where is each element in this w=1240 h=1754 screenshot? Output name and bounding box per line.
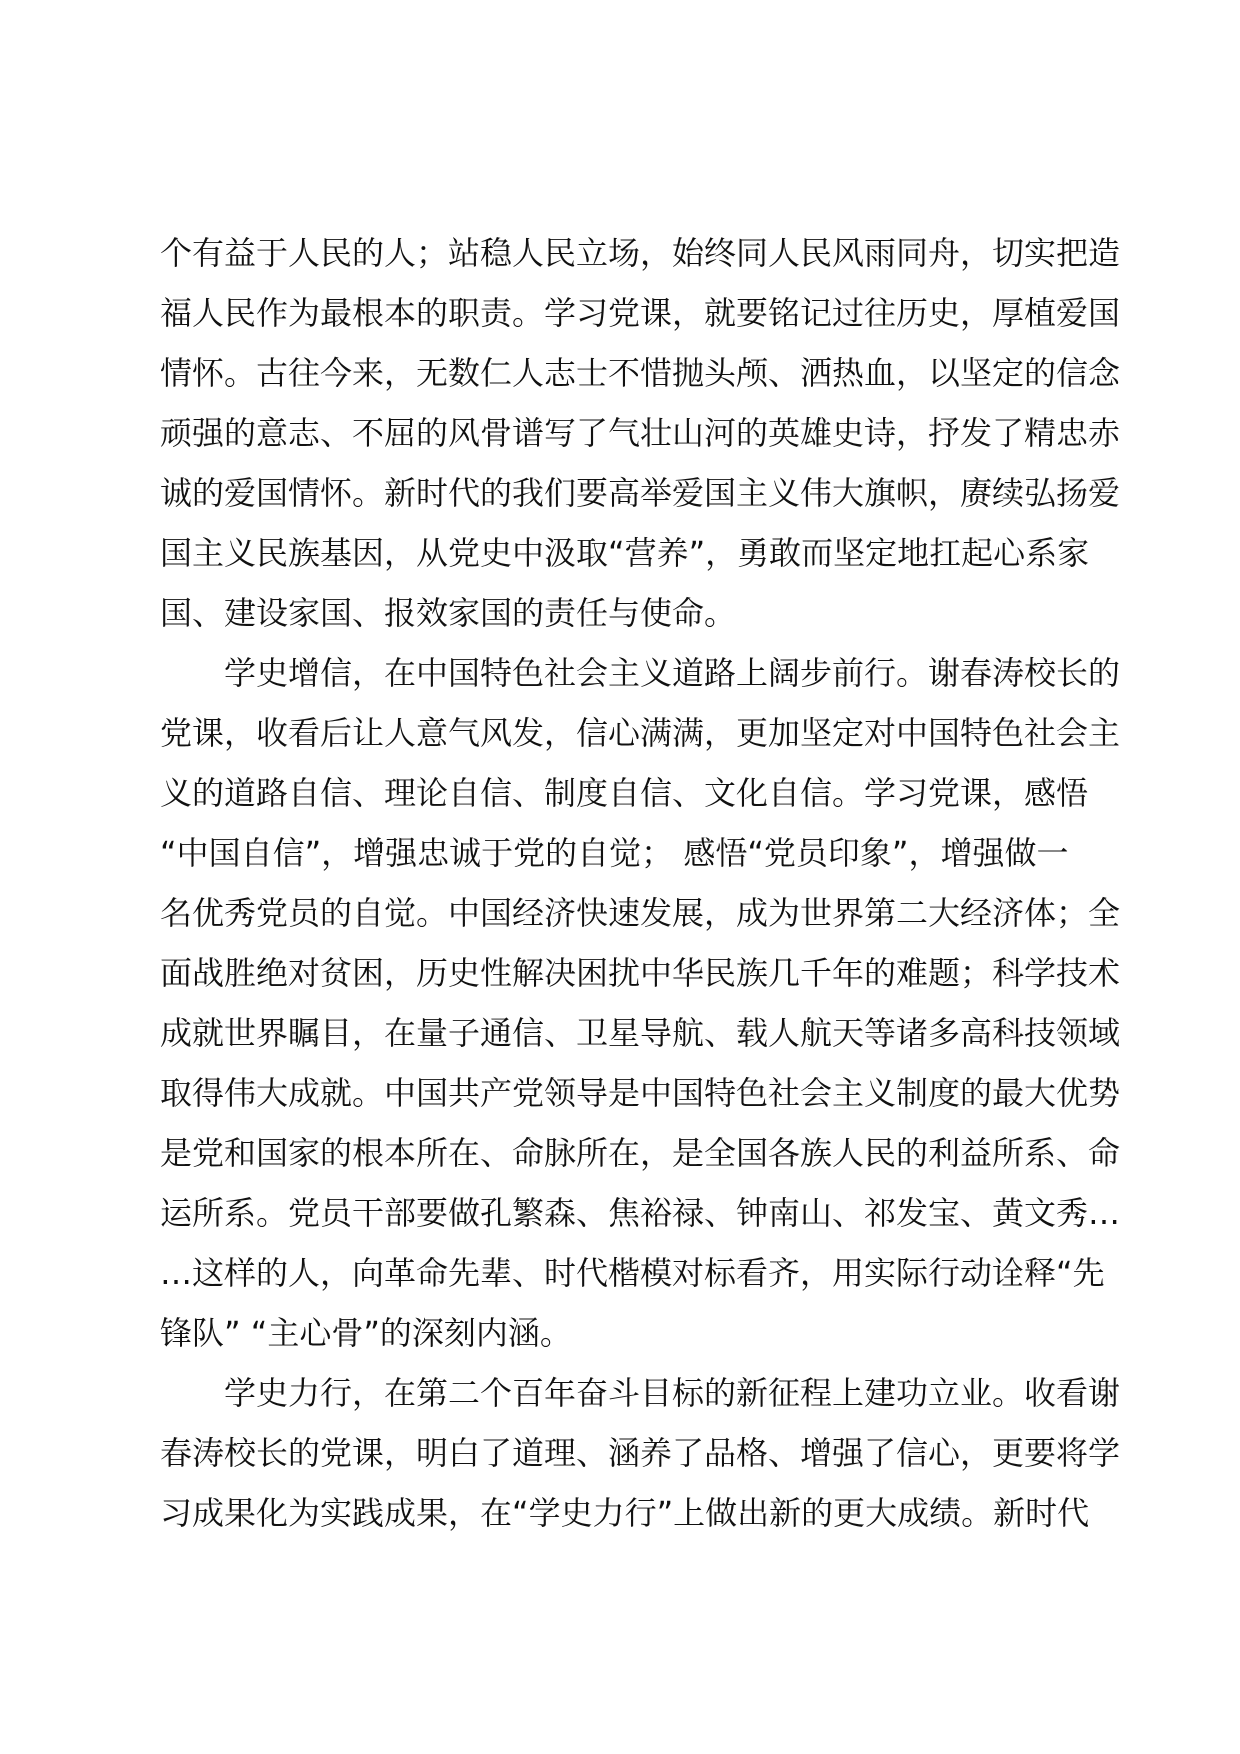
text-line: 锋队” “主心骨”的深刻内涵。 (160, 1314, 572, 1352)
text-line: 是党和国家的根本所在、命脉所在，是全国各族人民的利益所系、命 (160, 1134, 1121, 1172)
text-line: 个有益于人民的人；站稳人民立场，始终同人民风雨同舟，切实把造 (160, 234, 1121, 272)
text-line: 运所系。党员干部要做孔繁森、焦裕禄、钟南山、祁发宝、黄文秀… (160, 1194, 1121, 1232)
text-line: 习成果化为实践成果，在“学史力行”上做出新的更大成绩。新时代 (160, 1494, 1090, 1532)
text-line: 学史力行，在第二个百年奋斗目标的新征程上建功立业。收看谢 (160, 1374, 1121, 1412)
text-line: 取得伟大成就。中国共产党领导是中国特色社会主义制度的最大优势 (160, 1074, 1121, 1112)
text-line: 成就世界瞩目，在量子通信、卫星导航、载人航天等诸多高科技领域 (160, 1014, 1121, 1052)
text-line: 学史增信，在中国特色社会主义道路上阔步前行。谢春涛校长的 (160, 654, 1121, 692)
text-line: 面战胜绝对贫困，历史性解决困扰中华民族几千年的难题；科学技术 (160, 954, 1121, 992)
text-line: 诚的爱国情怀。新时代的我们要高举爱国主义伟大旗帜，赓续弘扬爱 (160, 474, 1121, 512)
text-line: 春涛校长的党课，明白了道理、涵养了品格、增强了信心，更要将学 (160, 1434, 1121, 1472)
body-text (160, 223, 1121, 1543)
text-line: 国、建设家国、报效家国的责任与使命。 (160, 594, 737, 632)
text-line: 党课，收看后让人意气风发，信心满满，更加坚定对中国特色社会主 (160, 714, 1121, 752)
text-line: 义的道路自信、理论自信、制度自信、文化自信。学习党课，感悟 (160, 774, 1089, 812)
text-line: 顽强的意志、不屈的风骨谱写了气壮山河的英雄史诗，抒发了精忠赤 (160, 414, 1121, 452)
text-line: 情怀。古往今来，无数仁人志士不惜抛头颅、洒热血，以坚定的信念 (160, 354, 1121, 392)
text-line: 名优秀党员的自觉。中国经济快速发展，成为世界第二大经济体；全 (160, 894, 1121, 932)
text-line: …这样的人，向革命先辈、时代楷模对标看齐，用实际行动诠释“先 (160, 1254, 1105, 1292)
text-line: 国主义民族基因，从党史中汲取“营养”，勇敢而坚定地扛起心系家 (160, 534, 1090, 572)
text-line: 福人民作为最根本的职责。学习党课，就要铭记过往历史，厚植爱国 (160, 294, 1121, 332)
text-line: “中国自信”，增强忠诚于党的自觉； 感悟“党员印象”，增强做一 (160, 834, 1069, 872)
